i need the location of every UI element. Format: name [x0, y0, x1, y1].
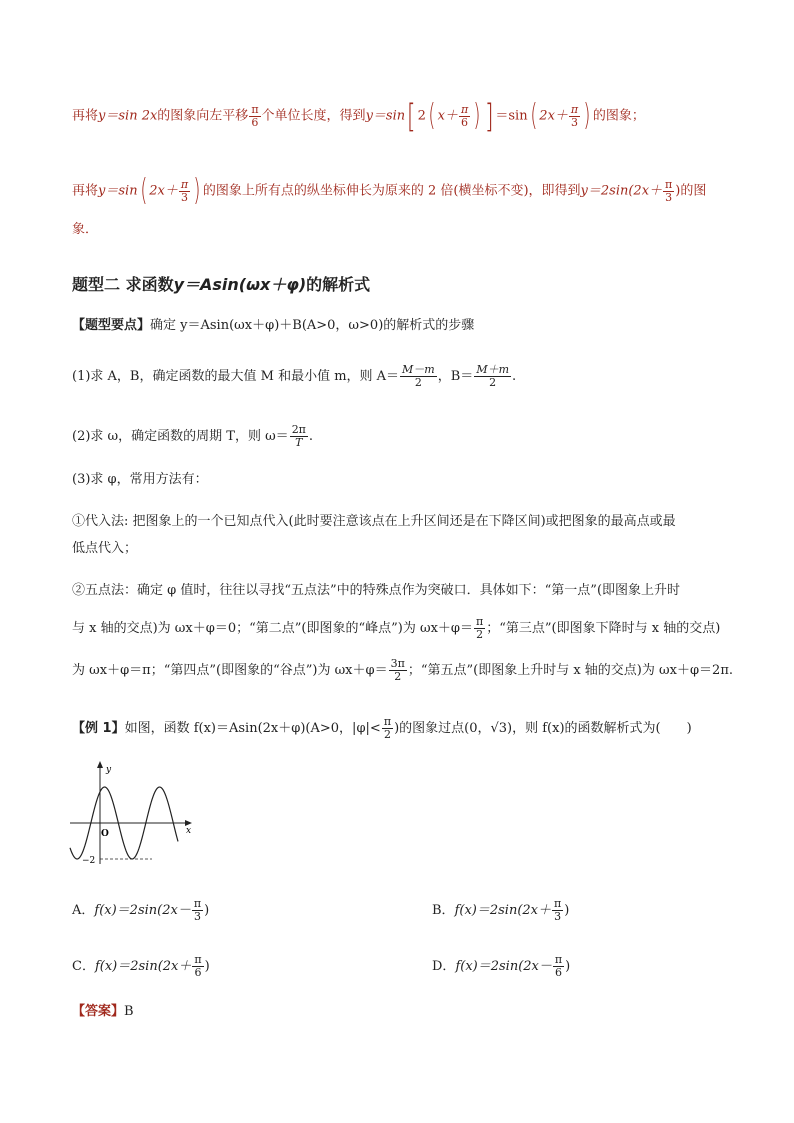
tip-text: 确定 y＝Asin(ωx＋φ)＋B(A>0，ω>0)的解析式的步骤	[150, 318, 475, 333]
left-bracket: [	[406, 97, 416, 135]
x-axis-label: x	[186, 826, 192, 836]
text: 个单位长度，得到	[261, 108, 366, 124]
fraction: $\frac{\pi}{6}$	[460, 102, 469, 129]
method-2-line3: 为 ωx＋φ＝π；“第四点”(即图象的“谷点”)为 ωx＋φ＝ $\frac{3\pi}{2}$ ；“第五点”(即图象上升时与 x 轴的交点)为 ωx＋φ＝2π.	[72, 657, 733, 683]
answer-label: 【答案】	[72, 1004, 125, 1019]
text: 的图象向左平移	[157, 108, 249, 124]
y-axis-label: y	[106, 765, 112, 775]
origin-label: O	[101, 829, 109, 839]
formula: y＝sin	[365, 108, 406, 124]
paragraph-stretch: 再将y＝sin( 2x＋ $\frac{\pi}{3}$ ) 的图象上所有点的纵坐标伸长为原来的 2 倍(横坐标不变)，即得到y＝2sin(2x＋ $\frac{\pi}{3}$ )的图	[72, 173, 707, 208]
sine-graph	[66, 758, 198, 870]
option-a[interactable]: A．f(x)＝2sin(2x－ $\frac{\pi}{3}$ )	[72, 897, 210, 923]
y-axis-arrow	[97, 761, 103, 768]
example-label: 【例 1】	[72, 721, 125, 736]
option-c[interactable]: C．f(x)＝2sin(2x＋ $\frac{\pi}{6}$ )	[72, 953, 210, 979]
option-d[interactable]: D．f(x)＝2sin(2x－ $\frac{\pi}{6}$ )	[432, 953, 571, 979]
right-bracket: ]	[484, 97, 494, 135]
paragraph-stretch-cont: 象．	[72, 222, 99, 237]
step-2: (2)求 ω，确定函数的周期 T，则 ω＝ $\frac{2\pi}{T}$ .	[72, 423, 314, 449]
method-2-line2: 与 x 轴的交点)为 ωx＋φ＝0；“第二点”(即图象的“峰点”)为 ωx＋φ＝ $\frac{\pi}{2}$ ；“第三点”(即图象下降时与 x 轴的交点)	[72, 615, 721, 641]
right-paren: )	[473, 98, 481, 133]
fraction: $\frac{\pi}{3}$	[570, 102, 579, 129]
tip-line	[72, 318, 474, 334]
formula: y＝sin 2x	[98, 108, 158, 124]
left-paren: (	[529, 98, 537, 133]
paragraph-shift-left: 再将y＝sin 2x的图象向左平移 $\frac{\pi}{6}$ 个单位长度，得到y＝sin[ 2( x＋ $\frac{\pi}{6}$ ) ] ＝sin( 2x＋ $\frac{\pi}{3}$ ) 的图象；	[72, 97, 645, 135]
fraction: $\frac{\pi}{6}$	[251, 102, 259, 129]
right-paren: )	[583, 98, 591, 133]
method-1-line2: 低点代入；	[72, 541, 138, 556]
section-heading: 题型二 求函数y＝Asin(ωx＋φ)的解析式	[72, 275, 371, 294]
text: 的图象；	[592, 108, 645, 124]
left-paren: (	[428, 98, 436, 133]
example-question: 【例 1】如图，函数 f(x)＝Asin(2x＋φ)(A>0，|φ|< $\frac{\pi}{2}$ )的图象过点(0，√3)，则 f(x)的函数解析式为( )	[72, 715, 692, 741]
text: 再将	[72, 108, 99, 124]
step-1: (1)求 A，B，确定函数的最大值 M 和最小值 m，则 A＝ $\frac{M-m}{2}$ ，B＝ $\frac{M+m}{2}$ .	[72, 363, 517, 389]
answer-line	[72, 1004, 134, 1020]
method-1-line1: ①代入法: 把图象上的一个已知点代入(此时要注意该点在上升区间还是在下降区间)或把图象的最高点或最	[72, 514, 676, 529]
step-3: (3)求 φ，常用方法有：	[72, 472, 208, 487]
answer-value: B	[124, 1004, 134, 1019]
option-b[interactable]: B．f(x)＝2sin(2x＋ $\frac{\pi}{3}$ )	[432, 897, 570, 923]
tip-label: 【题型要点】	[72, 318, 151, 333]
method-2-line1: ②五点法：确定 φ 值时，往往以寻找“五点法”中的特殊点作为突破口．具体如下：“第一点”(即图象上升时	[72, 583, 681, 598]
min-label: −2	[82, 856, 96, 866]
